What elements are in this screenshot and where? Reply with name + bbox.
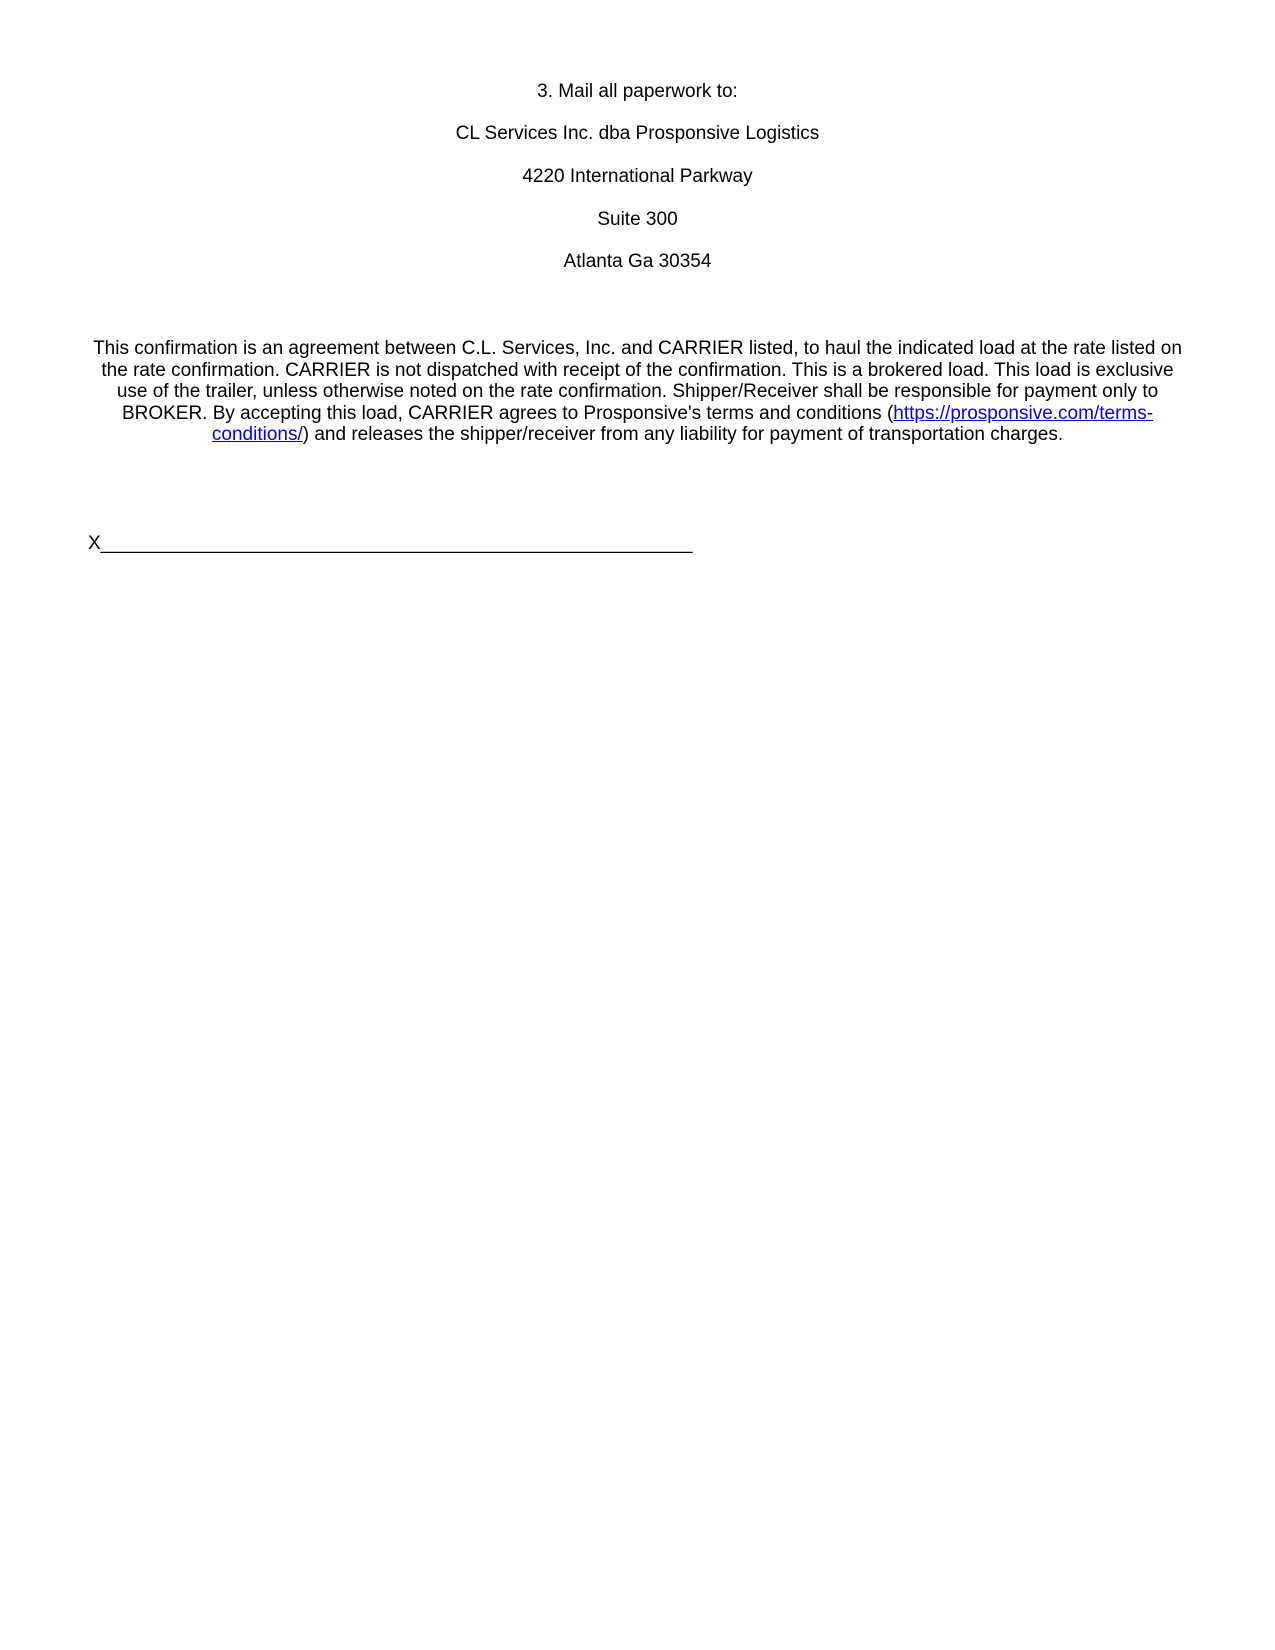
signature-line: X________________________________________________________ (88, 533, 693, 554)
city-state-zip: Atlanta Ga 30354 (563, 251, 712, 272)
terms-text-before-link: This confirmation is an agreement between C.L. Services, Inc. and CARRIER listed, to haul the indicated load at the rate listed on the rate confirmation. CARRIER is not dispatched with receipt of the confirmation. This is a brokered load. This load is exclusive use of the trailer, unless otherwise noted on the rate confirmation. Shipper/Receiver shall be responsible for payment only to BROKER. By accepting this load, CARRIER agrees to Prosponsive's terms and conditions ( (93, 338, 1182, 424)
street-address: 4220 International Parkway (522, 166, 753, 187)
suite-address: Suite 300 (597, 209, 678, 230)
mail-paperwork-heading: 3. Mail all paperwork to: (537, 81, 738, 102)
terms-paragraph (86, 338, 1189, 446)
terms-text-after-link: ) and releases the shipper/receiver from any liability for payment of transportation charges. (302, 424, 1064, 445)
company-name: CL Services Inc. dba Prosponsive Logistics (455, 123, 820, 144)
terms-conditions-link[interactable]: https://prosponsive.com/terms-conditions/ (211, 402, 1154, 445)
